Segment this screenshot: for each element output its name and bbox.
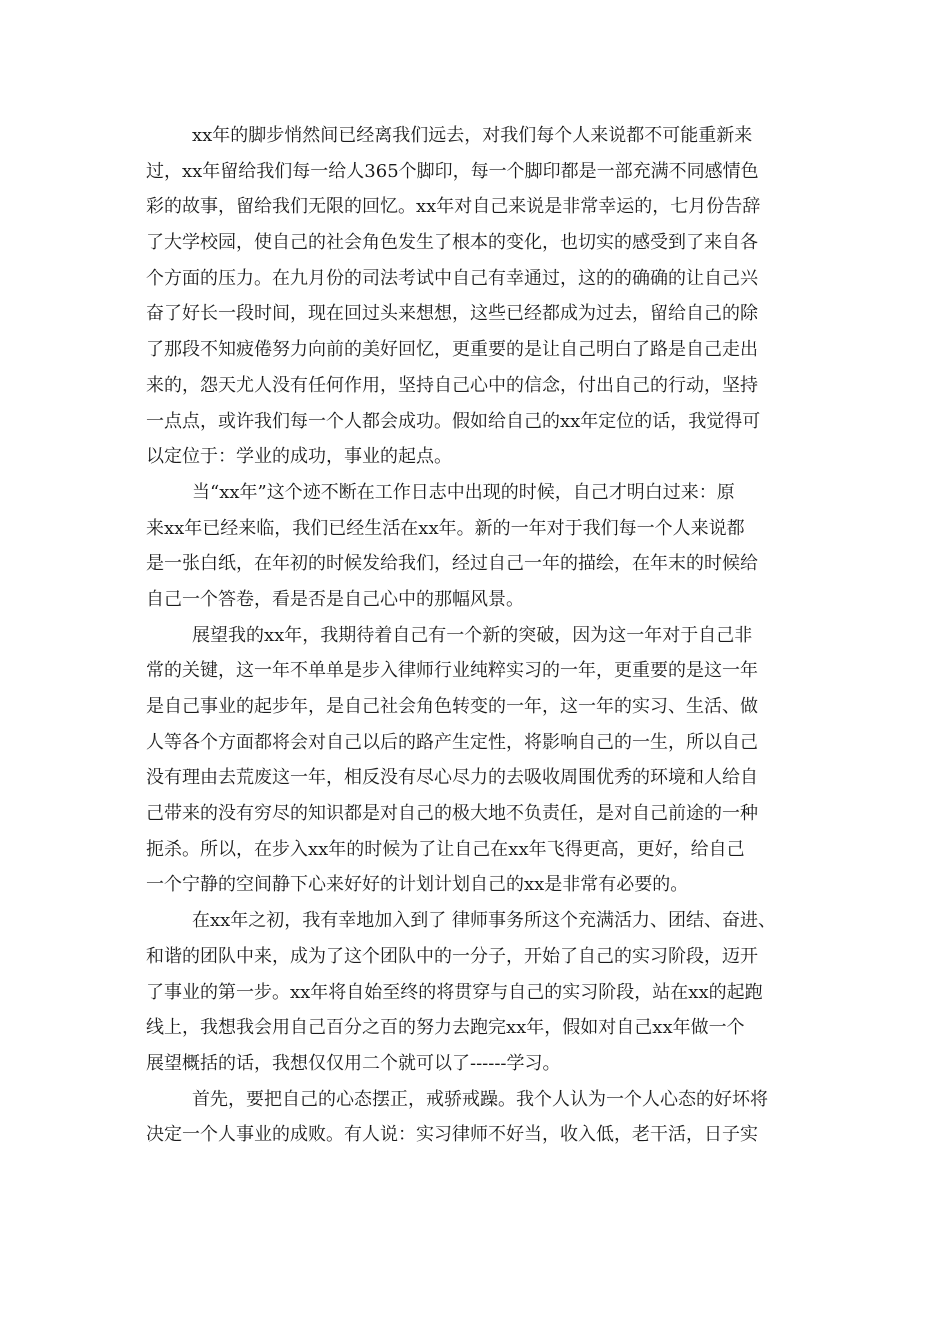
paragraph-2 — [146, 475, 816, 618]
paragraph-5 — [146, 1082, 816, 1153]
text-line: 在xx年之初，我有幸地加入到了 律师事务所这个充满活力、团结、奋进、 — [192, 910, 777, 932]
text-line: 以定位于：学业的成功，事业的起点。 — [146, 446, 452, 468]
document-body — [146, 118, 816, 1153]
text-line: 展望我的xx年，我期待着自己有一个新的突破，因为这一年对于自己非 — [192, 624, 753, 646]
text-line: xx年的脚步悄然间已经离我们远去，对我们每个人来说都不可能重新来 — [192, 125, 753, 146]
text-line: 是自己事业的起步年，是自己社会角色转变的一年，这一年的实习、生活、做 — [146, 696, 758, 717]
text-line: 和谐的团队中来，成为了这个团队中的一分子，开始了自己的实习阶段，迈开 — [146, 945, 758, 967]
text-line: 首先，要把自己的心态摆正，戒骄戒躁。我个人认为一个人心态的好坏将 — [192, 1088, 768, 1110]
text-line: 个方面的压力。在九月份的司法考试中自己有幸通过，这的的确确的让自己兴 — [146, 267, 758, 289]
text-line: 一点点，或许我们每一个人都会成功。假如给自己的xx年定位的话，我觉得可 — [146, 410, 761, 432]
text-line: 来xx年已经来临，我们已经生活在xx年。新的一年对于我们每一个人来说都 — [146, 517, 745, 539]
text-line: 决定一个人事业的成败。有人说：实习律师不好当，收入低，老干活，日子实 — [146, 1124, 758, 1146]
text-line: 来的，怨天尤人没有任何作用，坚持自己心中的信念，付出自己的行动，坚持 — [146, 374, 758, 396]
text-line: 没有理由去荒废这一年，相反没有尽心尽力的去吸收周围优秀的环境和人给自 — [146, 767, 758, 789]
text-line: 扼杀。所以，在步入xx年的时候为了让自己在xx年飞得更高，更好，给自己 — [146, 838, 745, 860]
text-line: 线上，我想我会用自己百分之百的努力去跑完xx年，假如对自己xx年做一个 — [146, 1017, 745, 1039]
text-line: 了事业的第一步。xx年将自始至终的将贯穿与自己的实习阶段，站在xx的起跑 — [146, 981, 763, 1003]
text-line: 了大学校园，使自己的社会角色发生了根本的变化，也切实的感受到了来自各 — [146, 232, 758, 254]
text-line: 当“xx年”这个迹不断在工作日志中出现的时候，自己才明白过来：原 — [192, 481, 735, 503]
text-line: 一个宁静的空间静下心来好好的计划计划自己的xx是非常有必要的。 — [146, 874, 689, 896]
text-line: 展望概括的话，我想仅仅用二个就可以了------学习。 — [146, 1052, 561, 1074]
text-line: 彩的故事，留给我们无限的回忆。xx年对自己来说是非常幸运的，七月份告辞 — [146, 196, 761, 218]
text-line: 是一张白纸，在年初的时候发给我们，经过自己一年的描绘，在年末的时候给 — [146, 553, 758, 575]
text-line: 己带来的没有穷尽的知识都是对自己的极大地不负责任，是对自己前途的一种 — [146, 803, 758, 825]
text-line: 人等各个方面都将会对自己以后的路产生定性，将影响自己的一生，所以自己 — [146, 731, 758, 753]
paragraph-3 — [146, 618, 816, 904]
paragraph-4 — [146, 903, 816, 1081]
paragraph-1 — [146, 118, 816, 475]
text-line: 奋了好长一段时间，现在回过头来想想，这些已经都成为过去，留给自己的除 — [146, 303, 758, 325]
text-line: 常的关键，这一年不单单是步入律师行业纯粹实习的一年，更重要的是这一年 — [146, 660, 758, 682]
text-line: 自己一个答卷，看是否是自己心中的那幅风景。 — [146, 588, 524, 610]
text-line: 了那段不知疲倦努力向前的美好回忆，更重要的是让自己明白了路是自己走出 — [146, 339, 758, 361]
text-line: 过，xx年留给我们每一给人365个脚印，每一个脚印都是一部充满不同感情色 — [146, 160, 759, 182]
